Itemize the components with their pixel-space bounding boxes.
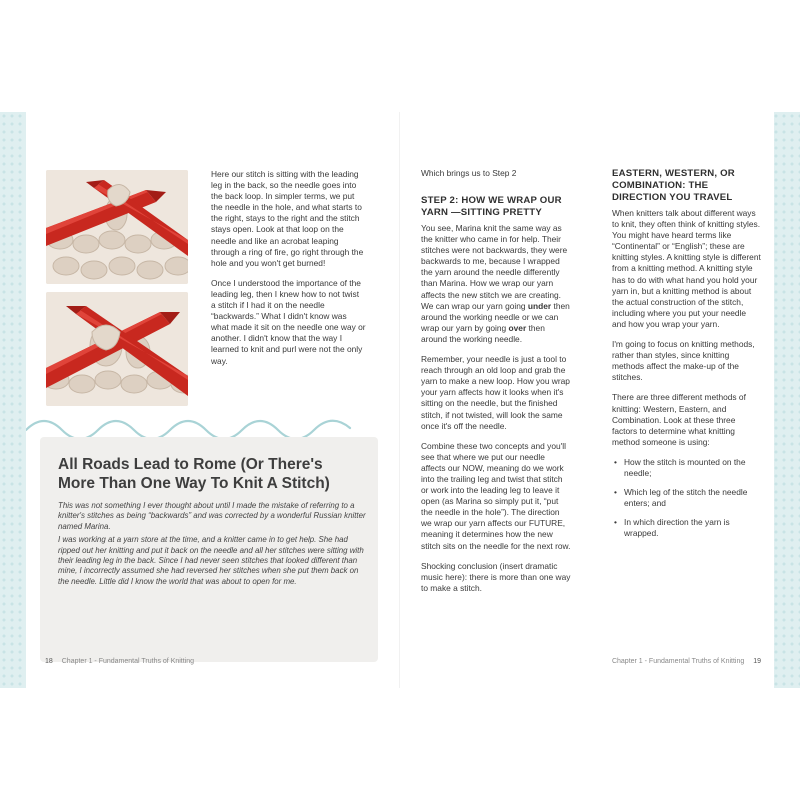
knitting-photo-twisted-stitch (46, 292, 188, 406)
folio-left (38, 658, 194, 665)
knitting-photo-back-loop (46, 170, 188, 284)
callout-title: All Roads Lead to Rome (Or There's More Than One Way To Knit A Stitch) (58, 456, 330, 492)
knitting-photo-back-loop-graphic (46, 170, 188, 284)
page-number: 19 (753, 658, 761, 665)
bottom-margin (0, 688, 800, 800)
folio-right (612, 658, 768, 665)
decorative-pattern-right (772, 112, 800, 688)
emphasis-over: over (508, 322, 527, 333)
step2-paragraph: Remember, your needle is just a tool to reach through an old loop and grab the yarn to make a new loop. How you wrap your yarn affects how it looks when it's sitting on the needle, but the finished stitch, if not twisted, will look the same once it's off the needle. (421, 354, 570, 431)
methods-bullet-list (612, 457, 762, 540)
knitting-photo-twisted-stitch-graphic (46, 292, 188, 406)
step2-text: then around the working needle. (421, 322, 545, 344)
page-number: 18 (45, 658, 53, 665)
step2-column (421, 195, 571, 603)
step2-text: then around the working needle or we can wrap our yarn by going (421, 300, 570, 333)
callout-body (58, 501, 370, 590)
callout-paragraph: This was not something I ever thought about until I made the mistake of referring to a knitter's stitches as being “backwards” and was corrected by a wonderful Russian knitter named Marina. (58, 501, 366, 531)
step2-paragraph (421, 223, 571, 345)
top-margin (0, 0, 800, 112)
book-spread (0, 112, 800, 688)
left-body-paragraph: Once I understood the importance of the leading leg, then I knew how to not twist a stitch if I had it on the needle “backwards.” What I didn't know was what made it sit on the needle one way or another. I didn't know that the way I learned to knit and purl were not the only way. (211, 277, 366, 366)
left-body-paragraph: Here our stitch is sitting with the leading leg in the back, so the needle goes into the back loop. In simpler terms, we put the needle in the hole, and what starts to the right, stays to the right and the stitch stays open. Look at that loop on the needle and like an acrobat leaping through a ring of fire, go right through the hole and you won't get burned! (211, 169, 364, 268)
step2-text: You see, Marina knit the same way as the knitter who came in for help. Their stitches were not backwards, they were backwards to me, because I wrapped the yarn around the needle differently than Marina. How we wrap our yarn affects the new stitch we are creating. We can wrap our yarn going (421, 223, 568, 311)
running-head: Chapter 1 - Fundamental Truths of Knitting (611, 658, 745, 665)
step-intro-text: Which brings us to Step 2 (421, 168, 517, 178)
list-item: • How the stitch is mounted on the needle; (612, 457, 762, 479)
methods-paragraph: There are three different methods of knitting: Western, Eastern, and Combination. Look at these three factors to determine what knitting method someone is using: (612, 392, 746, 447)
sidebar-callout (40, 437, 378, 662)
methods-paragraph: When knitters talk about different ways to knit, they often think of knitting styles. You might have heard terms like “Continental” or “English”; these are knitting styles. A knitting style is different from a knitting method. A knitting style has to do with what hand you hold your yarn in, but a knitting method is about the actual construction of the stitch, including where you put your needle and how you wrap your yarn. (612, 208, 761, 329)
running-head: Chapter 1 - Fundamental Truths of Knitting (61, 658, 195, 665)
decorative-pattern-left (0, 112, 28, 688)
step-intro (421, 168, 571, 188)
step2-paragraph: Combine these two concepts and you'll see that where we put our needle affects our NOW, meaning do we work into the trailing leg and twist that stitch or work into the leading leg to leave it open (as Marina so simply put it, “put the needle in the hole”). The direction we wrap our yarn affects our FUTURE, meaning it determines how the new stitch sits on the needle for the next row. (421, 440, 571, 551)
list-item: • In which direction the yarn is wrapped. (612, 517, 762, 539)
list-item: • Which leg of the stitch the needle enters; and (612, 487, 762, 509)
step2-heading: STEP 2: HOW WE WRAP OUR YARN —SITTING PRETTY (421, 195, 562, 218)
step2-paragraph: Shocking conclusion (insert dramatic music here): there is more than one way to make a stitch. (421, 560, 571, 593)
callout-paragraph: I was working at a yarn store at the time, and a knitter came in to get help. She had ripped out her knitting and put it back on the needle and all her stitches were sitting with their leading leg in the back. Since I had never seen stitches that looked different than mine, I incorrectly assumed she had reversed her stitches when she put them back on the needle. Little did I know the world that was about to open for me. (58, 535, 364, 586)
methods-heading: EASTERN, WESTERN, OR COMBINATION: THE DIRECTION YOU TRAVEL (612, 168, 735, 203)
right-page (400, 112, 774, 688)
methods-column (612, 168, 762, 547)
methods-paragraph: I'm going to focus on knitting methods, rather than styles, since knitting methods affect the make-up of the stitches. (612, 339, 755, 383)
left-page (26, 112, 400, 688)
emphasis-under: under (527, 300, 552, 311)
left-body-text (211, 169, 366, 376)
